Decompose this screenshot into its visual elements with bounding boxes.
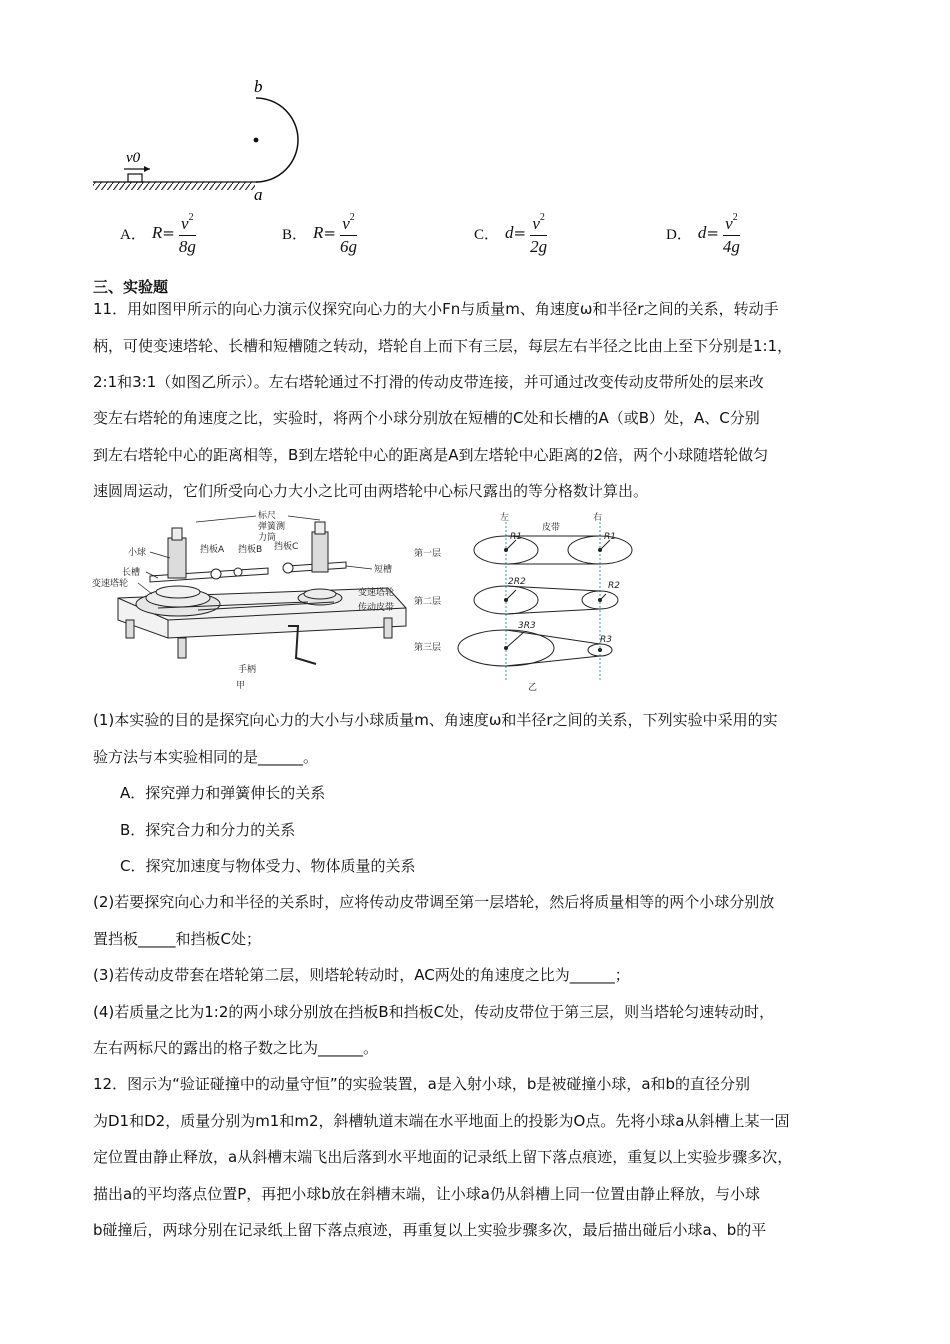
q11-line-5: 到左右塔轮中心的距离相等，B到左塔轮中心的距离是A到左塔轮中心距离的2倍，两个小球随塔轮做匀 [93, 446, 769, 464]
q11-sub2-line-1: (2)若要探究向心力和半径的关系时，应将传动皮带调至第一层塔轮，然后将质量相等的两个小球分别放 [93, 893, 775, 911]
option-a: A． R = $\frac{v^2}{8g}$ [120, 208, 196, 258]
track-figure [88, 72, 328, 202]
svg-text:第一层: 第一层 [414, 549, 442, 559]
svg-text:皮带: 皮带 [542, 523, 561, 533]
svg-text:左: 左 [500, 513, 510, 523]
q11-sub4-line-2: 左右两标尺的露出的格子数之比为______。 [93, 1039, 379, 1057]
svg-text:手柄: 手柄 [238, 665, 257, 675]
label-a: a [254, 185, 263, 202]
q11-line-3: 2:1和3:1（如图乙所示）。左右塔轮通过不打滑的传动皮带连接，并可通过改变传动皮带所处的层来改 [93, 373, 764, 391]
svg-text:标尺: 标尺 [258, 511, 277, 521]
section-title: 三、实验题 [93, 278, 169, 296]
svg-text:长槽: 长槽 [122, 568, 141, 578]
q11-line-1: 11．用如图甲所示的向心力演示仪探究向心力的大小Fn与质量m、角速度ω和半径r之间的关系，转动手 [93, 300, 779, 318]
q11-sub3: (3)若传动皮带套在塔轮第二层，则塔轮转动时，AC两处的角速度之比为______； [93, 966, 630, 984]
svg-text:R3: R3 [600, 635, 612, 645]
svg-text:力筒: 力筒 [258, 533, 277, 543]
svg-text:第二层: 第二层 [414, 597, 442, 607]
figure-jia [92, 509, 406, 691]
q12-line-2: 为D1和D2，质量分别为m1和m2，斜槽轨道末端在水平地面上的投影为O点。先将小球a从斜槽上某一固 [93, 1112, 790, 1130]
q11-line-2: 柄，可使变速塔轮、长槽和短槽随之转动，塔轮自上而下有三层，每层左右半径之比由上至下分别是1:1， [93, 337, 793, 355]
svg-text:R1: R1 [510, 532, 522, 542]
q12-line-3: 定位置由静止释放，a从斜槽末端飞出后落到水平地面的记录纸上留下落点痕迹，重复以上实验步骤多次， [93, 1148, 793, 1166]
svg-text:右: 右 [593, 513, 603, 523]
label-v0: v0 [126, 150, 141, 166]
label-b: b [254, 77, 263, 96]
q12-line-4: 描出a的平均落点位置P，再把小球b放在斜槽末端，让小球a仍从斜槽上同一位置由静止释放，与小球 [93, 1185, 760, 1203]
block [128, 174, 142, 182]
q12-line-1: 12．图示为“验证碰撞中的动量守恒”的实验装置，a是入射小球，b是被碰撞小球，a和b的直径分别 [93, 1075, 751, 1093]
center-dot [254, 138, 259, 143]
option-d: D． d = $\frac{v^2}{4g}$ [666, 208, 740, 258]
answer-options [0, 208, 950, 264]
svg-text:3R3: 3R3 [518, 621, 536, 631]
q11-sub1-line-2: 验方法与本实验相同的是______。 [93, 748, 319, 766]
svg-text:短槽: 短槽 [374, 565, 393, 575]
apparatus-figures [88, 508, 648, 693]
svg-text:甲: 甲 [236, 681, 246, 691]
q11-choice-b: B．探究合力和分力的关系 [120, 821, 296, 839]
svg-text:挡板B: 挡板B [238, 545, 263, 555]
q12-line-5: b碰撞后，两球分别在记录纸上留下落点痕迹，再重复以上实验步骤多次，最后描出碰后小球a、b的平 [93, 1221, 767, 1239]
svg-text:R2: R2 [608, 581, 620, 591]
svg-text:变速塔轮: 变速塔轮 [92, 579, 129, 589]
q11-line-6: 速圆周运动，它们所受向心力大小之比可由两塔轮中心标尺露出的等分格数计算出。 [93, 482, 649, 500]
q11-sub4-line-1: (4)若质量之比为1:2的两小球分别放在挡板B和挡板C处，传动皮带位于第三层，则当塔轮匀速转动时， [93, 1003, 775, 1021]
svg-text:乙: 乙 [528, 683, 538, 693]
semicircle-track [256, 98, 298, 182]
svg-text:挡板A: 挡板A [200, 545, 225, 555]
svg-text:变速塔轮: 变速塔轮 [358, 588, 395, 598]
q11-line-4: 变左右塔轮的角速度之比，实验时，将两个小球分别放在短槽的C处和长槽的A（或B）处，A、C分别 [93, 409, 760, 427]
q11-sub2-line-2: 置挡板_____和挡板C处； [93, 930, 261, 948]
option-b: B． R = $\frac{v^2}{6g}$ [282, 208, 357, 258]
svg-text:传动皮带: 传动皮带 [358, 603, 395, 613]
q11-choice-c: C．探究加速度与物体受力、物体质量的关系 [120, 857, 416, 875]
q11-sub1-line-1: (1)本实验的目的是探究向心力的大小与小球质量m、角速度ω和半径r之间的关系，下列实验中采用的实 [93, 711, 778, 729]
option-c: C． d = $\frac{v^2}{2g}$ [474, 208, 547, 258]
svg-text:第三层: 第三层 [414, 643, 442, 653]
svg-text:弹簧测: 弹簧测 [258, 522, 286, 532]
ground-hatch [93, 182, 255, 190]
svg-text:R1: R1 [604, 532, 616, 542]
figure-yi [414, 511, 632, 693]
q11-choice-a: A．探究弹力和弹簧伸长的关系 [120, 784, 326, 802]
svg-text:挡板C: 挡板C [274, 542, 299, 552]
svg-text:2R2: 2R2 [508, 577, 526, 587]
svg-text:小球: 小球 [128, 548, 147, 558]
